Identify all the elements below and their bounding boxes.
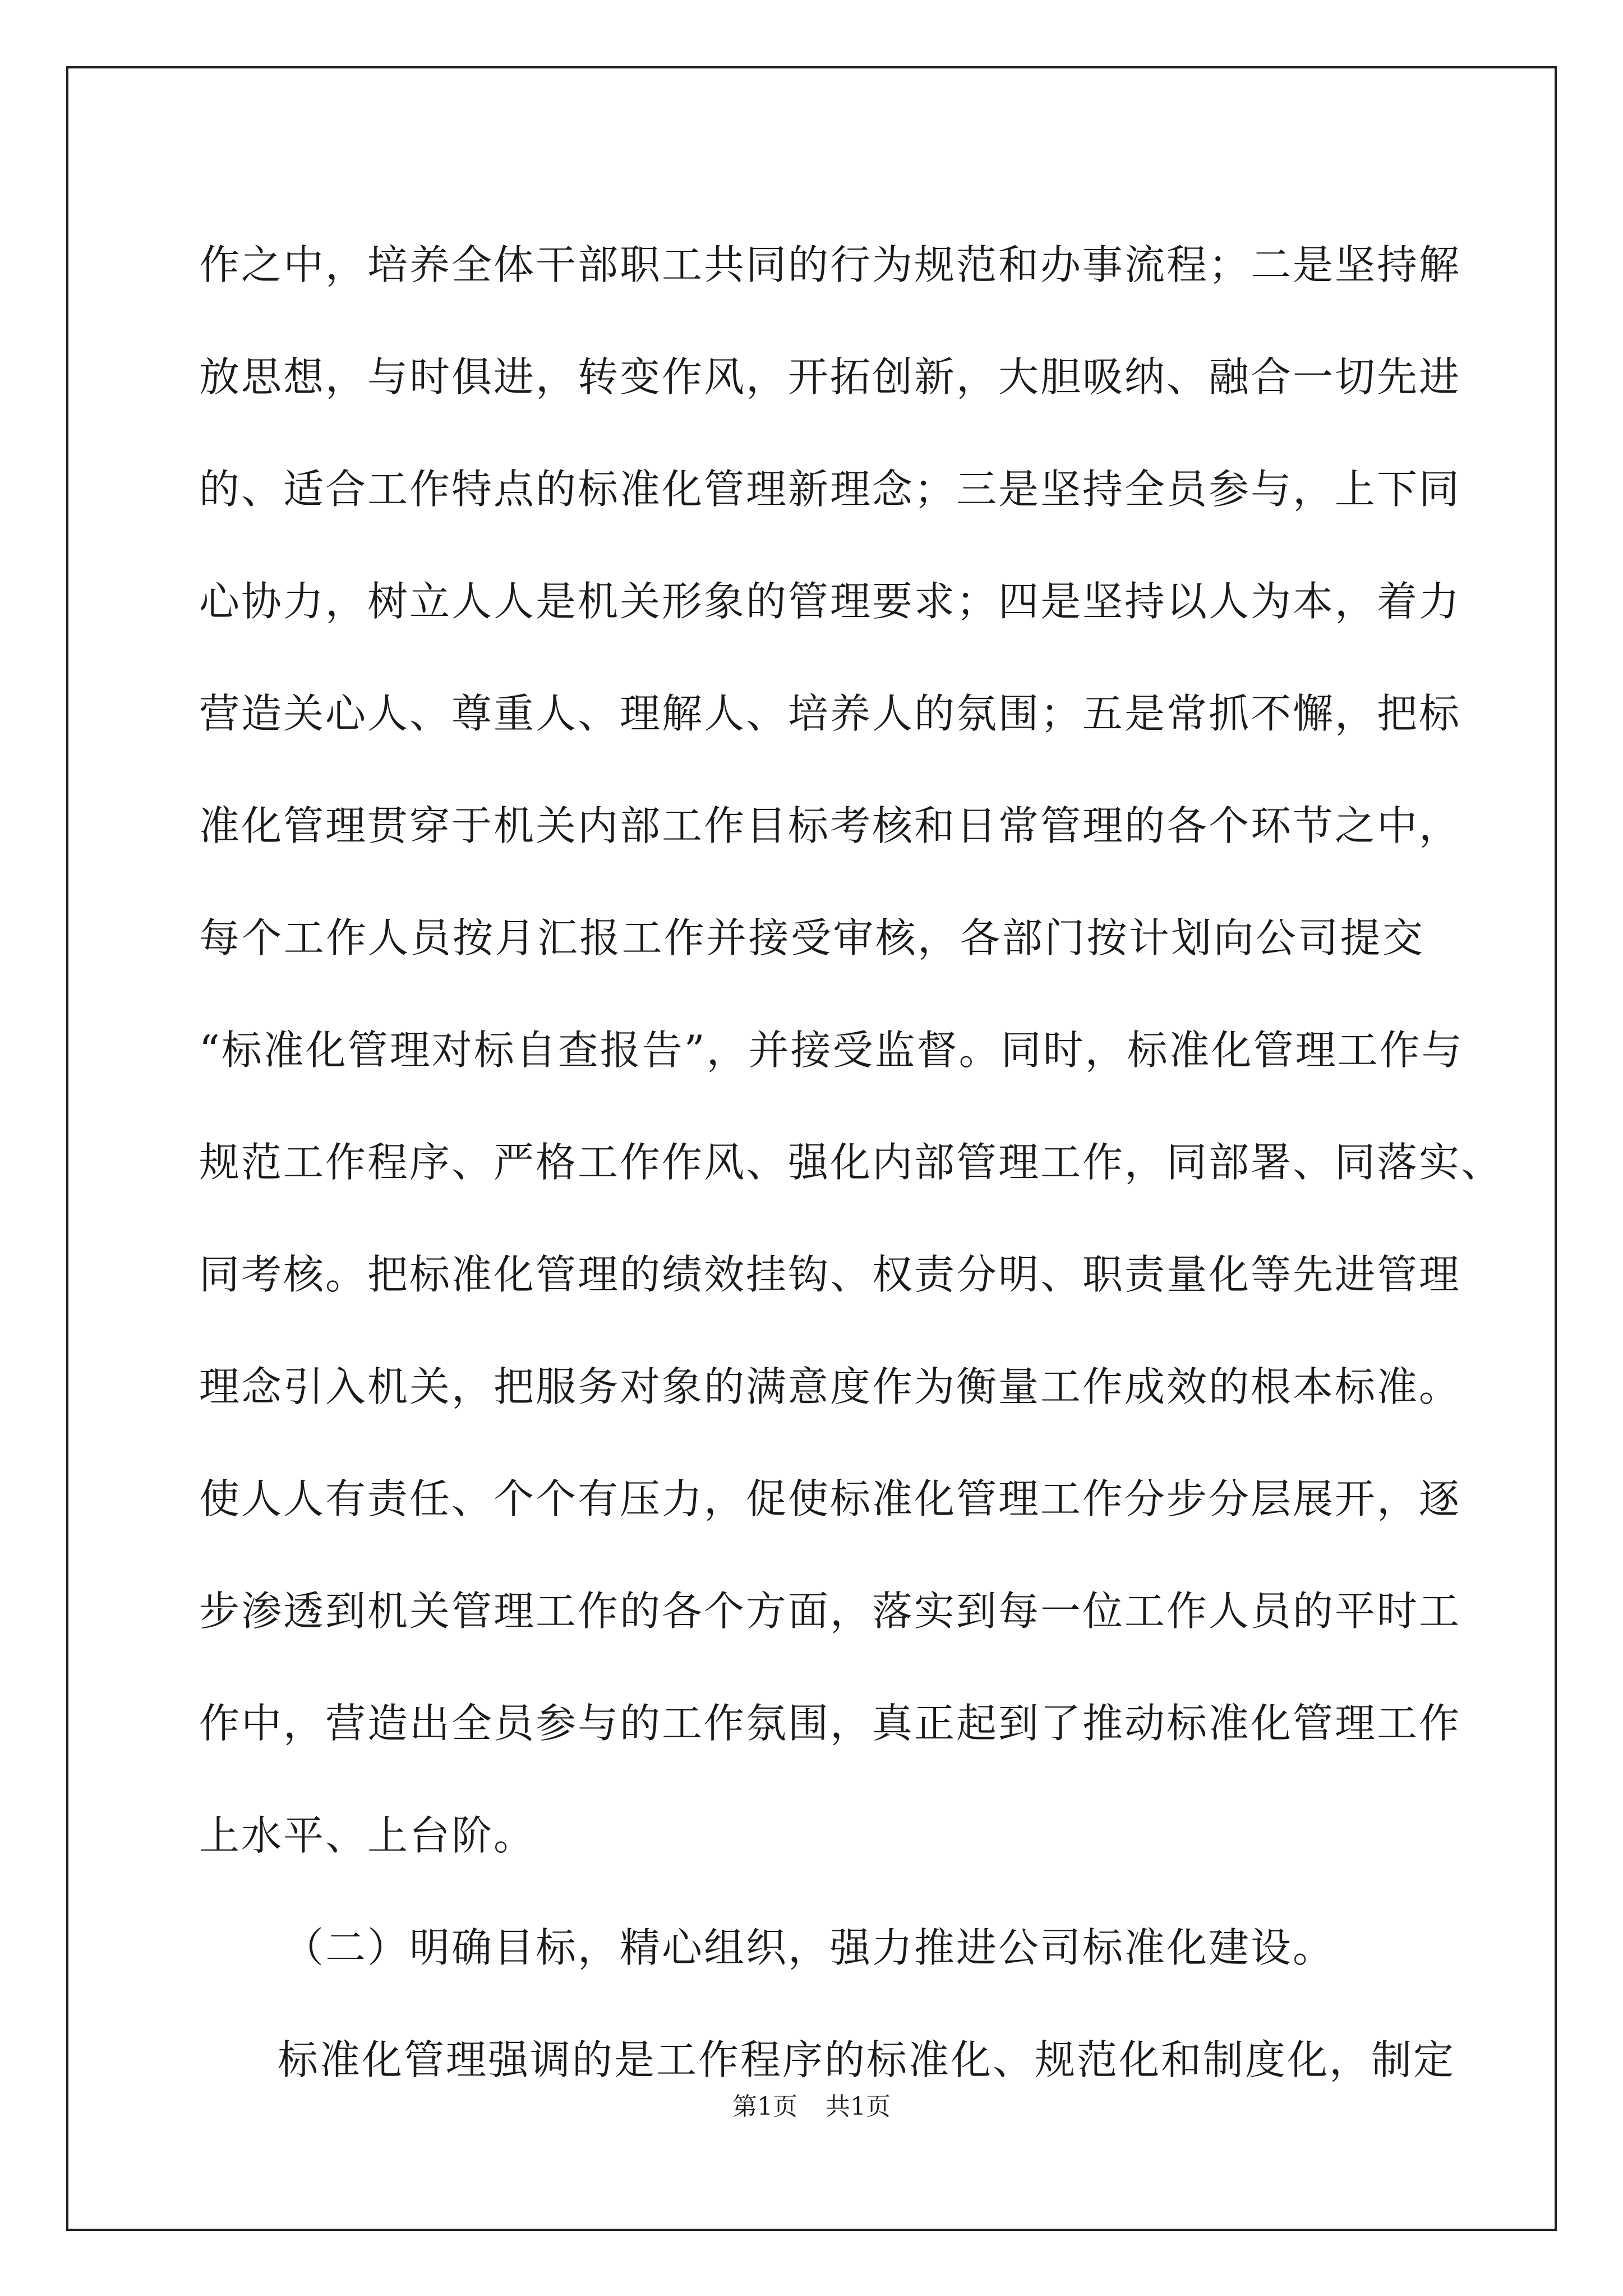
section-heading: （二）明确目标，精心组织，强力推进公司标准化建设。 <box>283 1924 1335 1971</box>
text-line: 步渗透到机关管理工作的各个方面，落实到每一位工作人员的平时工 <box>199 1588 1461 1635</box>
text-line: 的、适合工作特点的标准化管理新理念；三是坚持全员参与，上下同 <box>199 466 1461 513</box>
text-line: 作之中，培养全体干部职工共同的行为规范和办事流程；二是坚持解 <box>199 241 1461 288</box>
text-line: 心协力，树立人人是机关形象的管理要求；四是坚持以人为本，着力 <box>199 578 1461 625</box>
page-footer <box>0 2090 1623 2124</box>
text-line: 准化管理贯穿于机关内部工作目标考核和日常管理的各个环节之中， <box>199 802 1461 849</box>
text-line: 理念引入机关，把服务对象的满意度作为衡量工作成效的根本标准。 <box>199 1363 1461 1410</box>
text-line: 每个工作人员按月汇报工作并接受审核，各部门按计划向公司提交 <box>199 914 1424 961</box>
text-line: 规范工作程序、严格工作作风、强化内部管理工作，同部署、同落实、 <box>199 1139 1504 1186</box>
text-line: 作中，营造出全员参与的工作氛围，真正起到了推动标准化管理工作 <box>199 1700 1461 1747</box>
text-line: 使人人有责任、个个有压力，促使标准化管理工作分步分层展开，逐 <box>199 1475 1461 1522</box>
paragraph-start: 标准化管理强调的是工作程序的标准化、规范化和制度化，制定 <box>278 2036 1456 2083</box>
text-line: 上水平、上台阶。 <box>199 1812 536 1859</box>
page-number: 第1页 <box>732 2092 797 2121</box>
text-line: 同考核。把标准化管理的绩效挂钩、权责分明、职责量化等先进管理 <box>199 1251 1461 1298</box>
text-line: “标准化管理对标自查报告”，并接受监督。同时，标准化管理工作与 <box>199 1027 1464 1074</box>
document-body <box>199 209 1504 2116</box>
text-line: 放思想，与时俱进，转变作风，开拓创新，大胆吸纳、融合一切先进 <box>199 353 1461 401</box>
text-line: 营造关心人、尊重人、理解人、培养人的氛围；五是常抓不懈，把标 <box>199 690 1461 737</box>
page-total: 共1页 <box>826 2092 891 2121</box>
